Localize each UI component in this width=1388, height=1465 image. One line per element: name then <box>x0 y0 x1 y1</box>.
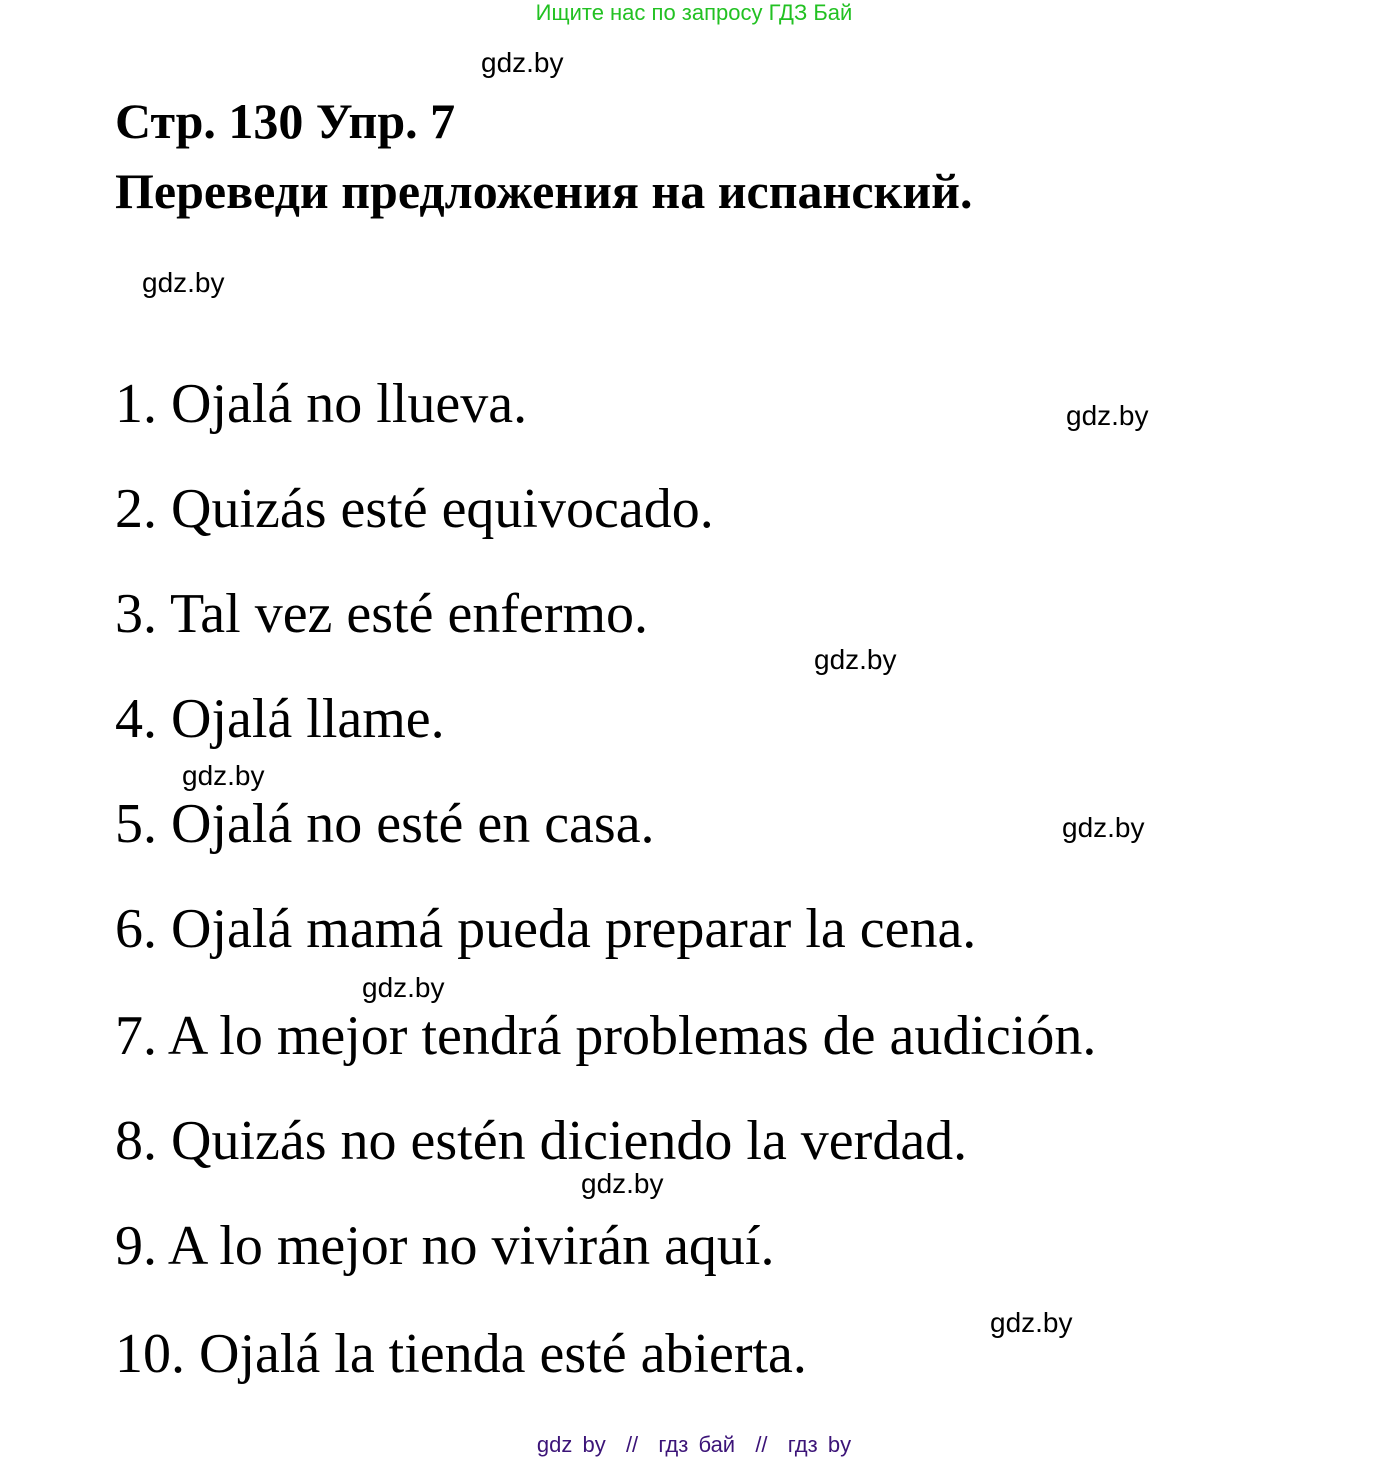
task-instruction: Переведи предложения на испанский. <box>115 163 973 219</box>
list-item: 3. Tal vez esté enfermo. <box>115 583 649 645</box>
list-item: 5. Ojalá no esté en casa. <box>115 793 655 855</box>
list-item: 2. Quizás esté equivocado. <box>115 478 714 540</box>
footer-links: gdz by // гдз бай // гдз by <box>536 1432 852 1457</box>
watermark: gdz.by <box>362 972 445 1003</box>
list-item: 4. Ojalá llame. <box>115 688 445 750</box>
list-item: 10. Ojalá la tienda esté abierta. <box>115 1323 807 1385</box>
page-title: Стр. 130 Упр. 7 <box>115 93 456 149</box>
list-item: 7. A lo mejor tendrá problemas de audición. <box>115 1005 1097 1067</box>
watermark: gdz.by <box>990 1307 1073 1338</box>
watermark: gdz.by <box>1066 400 1149 431</box>
watermark: gdz.by <box>182 760 265 791</box>
list-item: 1. Ojalá no llueva. <box>115 373 528 435</box>
list-item: 6. Ojalá mamá pueda preparar la cena. <box>115 898 977 960</box>
header-banner: Ищите нас по запросу ГДЗ Бай <box>535 0 853 25</box>
watermark: gdz.by <box>581 1168 664 1199</box>
watermark: gdz.by <box>1062 812 1145 843</box>
list-item: 9. A lo mejor no vivirán aquí. <box>115 1215 775 1277</box>
watermark: gdz.by <box>481 47 564 78</box>
watermark: gdz.by <box>142 267 225 298</box>
list-item: 8. Quizás no estén diciendo la verdad. <box>115 1110 968 1172</box>
watermark: gdz.by <box>814 644 897 675</box>
